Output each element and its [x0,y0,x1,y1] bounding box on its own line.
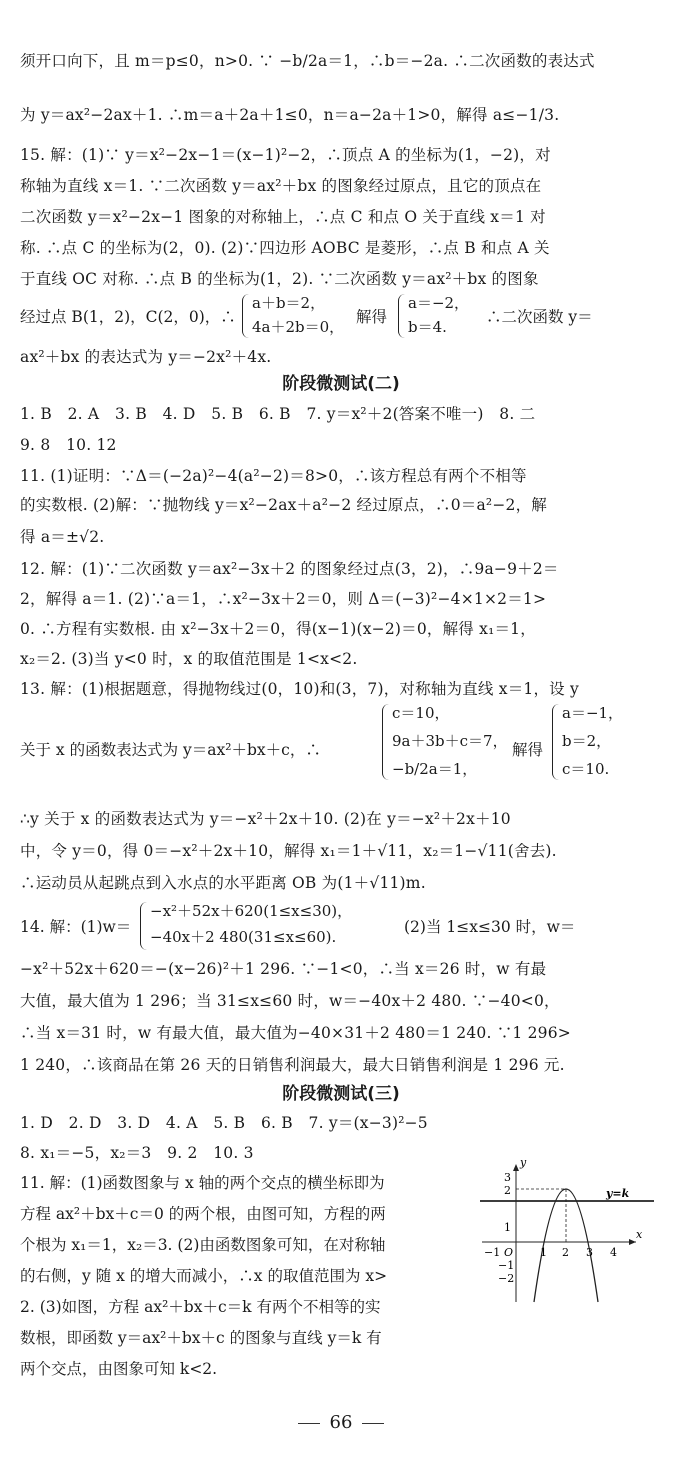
problem-11-line: 11. (1)证明：∵Δ＝(−2a)²−4(a²−2)＝8>0，∴该方程总有两个不相等 [20,467,527,485]
left-brace [242,294,249,338]
x-tick-label: 2 [562,1246,569,1259]
left-brace [398,294,405,338]
problem-11-line: 得 a＝±√2. [20,528,105,546]
piecewise-case-2: −40x＋2 480(31≤x≤60). [150,928,337,946]
problem-12-line: 2，解得 a＝1. (2)∵a＝1，∴x²−3x＋2＝0，则 Δ＝(−3)²−4×1×2＝1> [20,590,547,608]
problem-14-line: ∴当 x＝31 时，w 有最大值，最大值为−40×31＋2 480＝1 240. ∵1 296> [20,1024,571,1042]
solution-eq-2: b＝2， [562,732,612,750]
x-tick-label: 3 [586,1246,593,1259]
problem-14-line: 大值，最大值为 1 296；当 31≤x≤60 时，w＝−40x＋2 480. ∵−40<0， [20,992,560,1010]
problem-15-line: 二次函数 y＝x²−2x−1 图象的对称轴上，∴点 C 和点 O 关于直线 x＝1 对 [20,208,546,226]
section-heading: 阶段微测试(三) [282,1084,400,1104]
system-eq-2: 9a＋3b＋c＝7， [392,732,508,750]
piecewise-tail: (2)当 1≤x≤30 时，w＝ [404,918,576,936]
problem-15-line: 称轴为直线 x＝1. ∵二次函数 y＝ax²＋bx 的图象经过原点，且它的顶点在 [20,177,542,195]
problem-14-piecewise-row [20,900,662,952]
problem-11-line: 数根，即函数 y＝ax²＋bx＋c 的图象与直线 y＝k 有 [20,1329,382,1347]
parabola-graph [476,1152,666,1312]
problem-12-line: x₂＝2. (3)当 y<0 时，x 的取值范围是 1<x<2. [20,650,358,668]
system-intro: 关于 x 的函数表达式为 y＝ax²＋bx＋c，∴ [20,741,321,759]
y-tick-label: 1 [504,1221,511,1234]
problem-11-line: 的右侧，y 随 x 的增大而减小，∴x 的取值范围为 x> [20,1267,388,1285]
piecewise-intro: 14. 解：(1)w＝ [20,918,132,936]
problem-15-system-row [20,292,662,340]
piecewise-case-1: −x²＋52x＋620(1≤x≤30)， [150,902,353,920]
y-tick-label: −1 [498,1259,515,1272]
system-eq-3: −b/2a＝1， [392,760,478,778]
problem-13-system-row [20,702,662,782]
problem-13-line: ∴运动员从起跳点到入水点的水平距离 OB 为(1＋√11)m. [20,874,426,892]
problem-15-line: 于直线 OC 对称. ∴点 B 的坐标为(1，2). ∵二次函数 y＝ax²＋bx 的图象 [20,270,539,288]
problem-15-line: 15. 解：(1)∵ y＝x²−2x−1＝(x−1)²−2，∴顶点 A 的坐标为(1，−2)，对 [20,146,551,164]
line-label: y=k [606,1187,630,1200]
solution-eq-1: a＝−2， [408,294,470,312]
problem-11-stage3 [20,1172,470,1389]
y-tick-label: 2 [504,1184,511,1197]
page-number-dash [362,1423,384,1424]
text-line: 须开口向下，且 m＝p≤0，n>0. ∵ −b/2a＝1，∴b＝−2a. ∴二次函数的表达式 [20,52,595,70]
problem-14-line: −x²＋52x＋620＝−(x−26)²＋1 296. ∵−1<0，∴当 x＝26 时，w 有最 [20,960,547,978]
problem-13-line: ∴y 关于 x 的函数表达式为 y＝−x²＋2x＋10. (2)在 y＝−x²＋2x＋10 [20,810,511,828]
solve-word: 解得 [356,308,388,326]
system-intro: 经过点 B(1，2)，C(2，0)，∴ [20,308,236,326]
x-axis-label: x [636,1228,643,1241]
problem-15-line: ax²＋bx 的表达式为 y＝−2x²＋4x. [20,348,272,366]
origin-label: O [504,1246,514,1259]
y-tick-label: −2 [498,1272,515,1285]
page-number [0,1412,682,1433]
left-brace [552,704,559,780]
solve-word: 解得 [512,741,544,759]
problem-14-line: 1 240，∴该商品在第 26 天的日销售利润最大，最大日销售利润是 1 296 元. [20,1056,565,1074]
problem-13-line: 中，令 y＝0，得 0＝−x²＋2x＋10，解得 x₁＝1＋√11，x₂＝1−√11(舍去). [20,842,557,860]
problem-11-line: 两个交点，由图象可知 k<2. [20,1360,218,1378]
problem-11-line: 2. (3)如图，方程 ax²＋bx＋c＝k 有两个不相等的实 [20,1298,381,1316]
left-brace [382,704,389,780]
text-line: 为 y＝ax²−2ax＋1. ∴m＝a＋2a＋1≤0，n＝a−2a＋1>0，解得 a≤−1/3. [20,106,560,124]
x-tick-label: −1 [484,1246,501,1259]
page-number-value: 66 [329,1412,353,1433]
section-heading: 阶段微测试(二) [282,374,400,394]
x-tick-label: 1 [540,1246,547,1259]
problem-13-line: 13. 解：(1)根据题意，得抛物线过(0，10)和(3，7)，对称轴为直线 x＝1，设 y [20,680,579,698]
system-eq-1: a＋b＝2， [252,294,326,312]
answer-key-line: 1. D 2. D 3. D 4. A 5. B 6. B 7. y＝(x−3)²−5 [20,1114,428,1132]
problem-15-line: 称. ∴点 C 的坐标为(2，0). (2)∵四边形 AOBC 是菱形，∴点 B 和点 A 关 [20,239,550,257]
answer-key-line: 1. B 2. A 3. B 4. D 5. B 6. B 7. y＝x²＋2(答案不唯一) 8. 二 [20,405,536,423]
system-eq-2: 4a＋2b＝0， [252,318,345,336]
y-tick-label: 3 [504,1171,511,1184]
x-axis-arrow [629,1239,636,1245]
problem-11-line: 11. 解：(1)函数图象与 x 轴的两个交点的横坐标即为 [20,1174,385,1192]
page-number-dash [298,1423,320,1424]
problem-11-line: 方程 ax²＋bx＋c＝0 的两个根，由图可知，方程的两 [20,1205,386,1223]
left-brace [140,902,147,950]
answer-key-line: 8. x₁＝−5，x₂＝3 9. 2 10. 3 [20,1144,254,1162]
problem-12-line: 0. ∴方程有实数根. 由 x²−3x＋2＝0，得(x−1)(x−2)＝0，解得 x₁＝1， [20,620,536,638]
problem-11-line: 个根为 x₁＝1，x₂＝3. (2)由函数图象可知，在对称轴 [20,1236,386,1254]
solution-eq-1: a＝−1， [562,704,624,722]
problem-11-line: 的实数根. (2)解：∵抛物线 y＝x²−2ax＋a²−2 经过原点，∴0＝a²−2，解 [20,496,547,514]
y-axis-arrow [513,1164,519,1171]
problem-12-line: 12. 解：(1)∵二次函数 y＝ax²−3x＋2 的图象经过点(3，2)，∴9a−9＋2＝ [20,560,559,578]
system-tail: ∴二次函数 y＝ [486,308,593,326]
y-axis-label: y [520,1156,527,1169]
solution-eq-2: b＝4. [408,318,447,336]
x-tick-label: 4 [610,1246,617,1259]
answer-key-line: 9. 8 10. 12 [20,436,117,454]
solution-eq-3: c＝10. [562,760,610,778]
system-eq-1: c＝10， [392,704,450,722]
